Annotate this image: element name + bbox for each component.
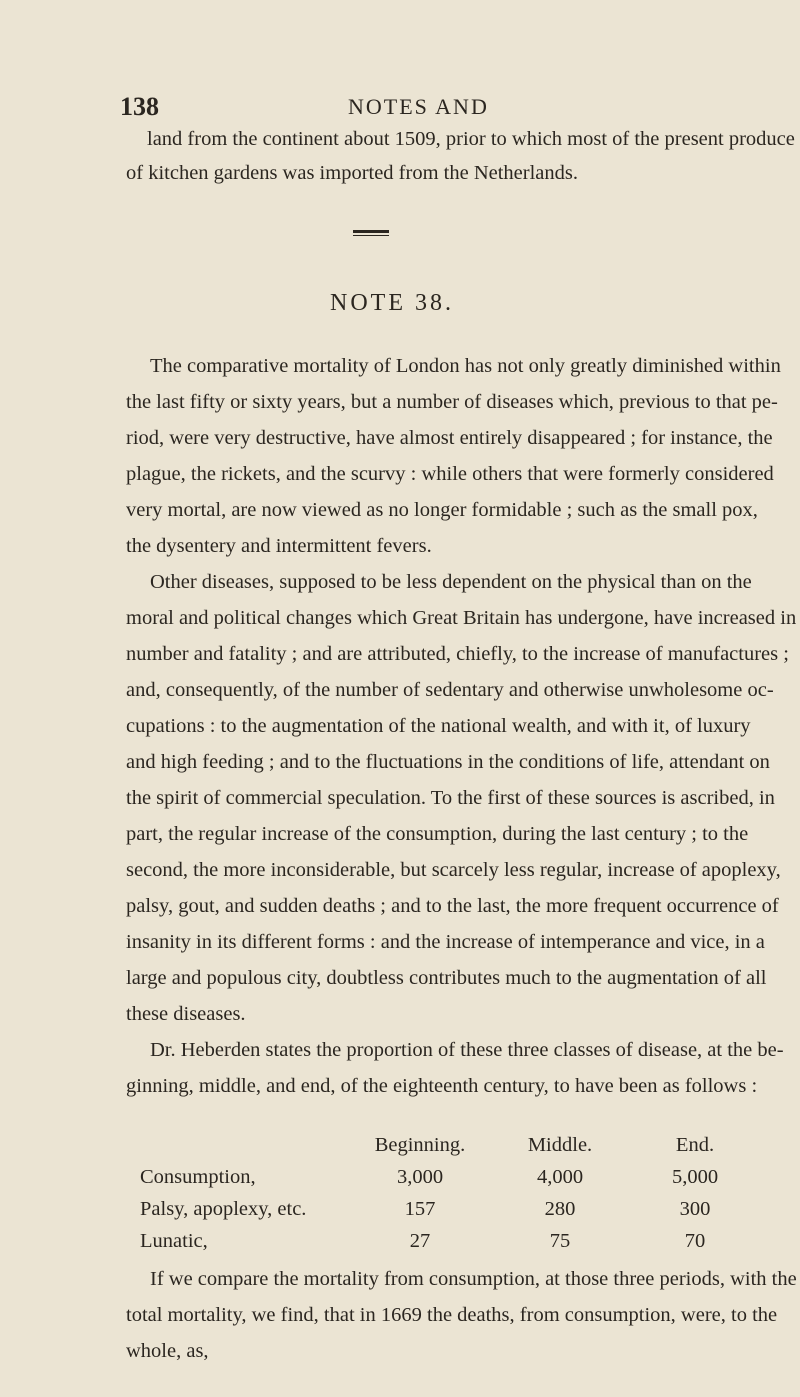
section-divider-thin [353, 235, 389, 236]
table-header-cell: Beginning. [374, 1133, 466, 1156]
page-header [120, 92, 680, 122]
paragraph-line: second, the more inconsiderable, but scarcely less regular, increase of apoplexy, [126, 859, 781, 881]
paragraph-line: and high feeding ; and to the fluctuations in the conditions of life, attendant on [126, 751, 770, 773]
mortality-table [140, 1129, 750, 1257]
section-divider [353, 230, 389, 233]
paragraph-line: ginning, middle, and end, of the eighteenth century, to have been as follows : [126, 1075, 758, 1097]
table-header-cell: End. [675, 1133, 715, 1156]
paragraph-line: whole, as, [126, 1340, 209, 1362]
paragraph-line: If we compare the mortality from consumption, at those three periods, with the [150, 1268, 797, 1290]
paragraph-line: these diseases. [126, 1003, 246, 1025]
paragraph-line: Dr. Heberden states the proportion of these three classes of disease, at the be- [150, 1039, 784, 1061]
page-number: 138 [120, 92, 159, 121]
table-row [140, 1193, 750, 1225]
table-cell: 300 [679, 1197, 711, 1220]
table-header-cell [140, 1129, 360, 1161]
paragraph-line: The comparative mortality of London has not only greatly diminished within [150, 355, 781, 377]
table-cell: 27 [409, 1229, 431, 1252]
intro-line: land from the continent about 1509, prior to which most of the present produce [147, 128, 795, 150]
table-cell: 70 [684, 1229, 706, 1252]
table-cell: Consumption, [140, 1165, 256, 1188]
paragraph-line: palsy, gout, and sudden deaths ; and to the last, the more frequent occurrence of [126, 895, 779, 917]
paragraph-line: cupations : to the augmentation of the national wealth, and with it, of luxury [126, 715, 751, 737]
paragraph-line: total mortality, we find, that in 1669 the deaths, from consumption, were, to the [126, 1304, 778, 1326]
paragraph-line: number and fatality ; and are attributed, chiefly, to the increase of manufactures ; [126, 643, 789, 665]
paragraph-line: moral and political changes which Great Britain has undergone, have increased in [126, 607, 797, 629]
table-cell: 280 [544, 1197, 576, 1220]
table-cell: 5,000 [671, 1165, 719, 1188]
table-row [140, 1225, 750, 1257]
note-heading: NOTE 38. [330, 290, 454, 316]
table-header-row [140, 1129, 750, 1161]
paragraph-line: plague, the rickets, and the scurvy : while others that were formerly considered [126, 463, 774, 485]
table-row [140, 1161, 750, 1193]
paragraph-line: Other diseases, supposed to be less dependent on the physical than on the [150, 571, 752, 593]
running-head: NOTES AND [348, 94, 489, 119]
paragraph-line: part, the regular increase of the consumption, during the last century ; to the [126, 823, 749, 845]
paragraph-line: large and populous city, doubtless contributes much to the augmentation of all [126, 967, 767, 989]
paragraph-line: the dysentery and intermittent fevers. [126, 535, 432, 557]
table-cell: 4,000 [536, 1165, 584, 1188]
table-header-cell: Middle. [527, 1133, 593, 1156]
intro-line: of kitchen gardens was imported from the Netherlands. [126, 162, 579, 184]
paragraph-line: very mortal, are now viewed as no longer formidable ; such as the small pox, [126, 499, 758, 521]
table-cell: 75 [549, 1229, 571, 1252]
paragraph-line: riod, were very destructive, have almost entirely disappeared ; for instance, the [126, 427, 773, 449]
paragraph-line: the spirit of commercial speculation. To the first of these sources is ascribed, in [126, 787, 775, 809]
paragraph-line: insanity in its different forms : and the increase of intemperance and vice, in a [126, 931, 765, 953]
table-cell: 3,000 [396, 1165, 444, 1188]
table-cell: Palsy, apoplexy, etc. [140, 1197, 307, 1220]
paragraph-line: the last fifty or sixty years, but a number of diseases which, previous to that pe- [126, 391, 778, 413]
table-cell: Lunatic, [140, 1229, 208, 1252]
paragraph-line: and, consequently, of the number of sedentary and otherwise unwholesome oc- [126, 679, 774, 701]
table-cell: 157 [404, 1197, 436, 1220]
